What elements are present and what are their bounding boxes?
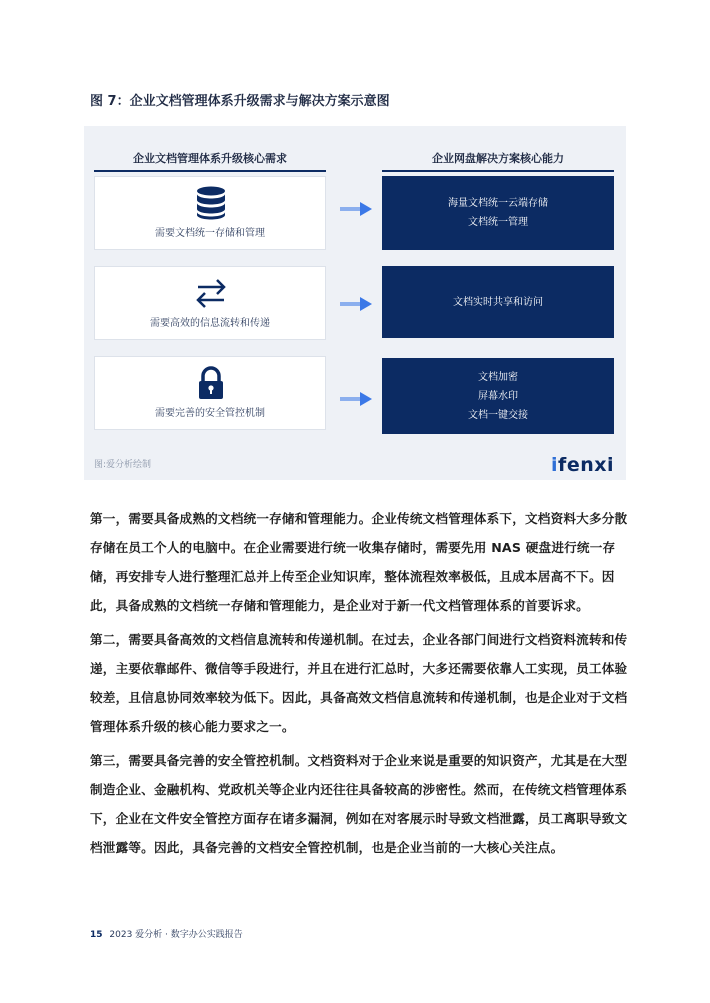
database-icon	[195, 186, 227, 220]
capability-card-sharing	[382, 266, 614, 338]
arrow-right-icon	[340, 202, 372, 216]
paragraph-transfer: 第二，需要具备高效的文档信息流转和传递机制。在过去，企业各部门间进行文档资料流转和传递，主要依靠邮件、微信等手段进行，并且在进行汇总时，大多还需要依靠人工实现，员工体验较差，且信息协同效率较为低下。因此，具备高效文档信息流转和传递机制，也是企业对于文档管理体系升级的核心能力要求之一。	[90, 632, 628, 734]
arrow-right-icon	[340, 297, 372, 311]
needs-header: 企业文档管理体系升级核心需求	[133, 152, 287, 165]
capability-item: 海量文档统一云端存储	[448, 198, 548, 209]
figure-panel	[84, 126, 626, 480]
figure-source: 图:爱分析绘制	[94, 460, 152, 470]
capability-item: 文档一键交接	[468, 409, 528, 421]
capabilities-header-rule	[382, 170, 614, 172]
need-label: 需要高效的信息流转和传递	[150, 318, 270, 329]
capability-item: 屏幕水印	[478, 390, 518, 402]
capability-item: 文档统一管理	[468, 217, 528, 228]
capability-card-security	[382, 358, 614, 434]
page-footer	[90, 927, 243, 940]
needs-header-rule	[94, 170, 326, 172]
capabilities-header: 企业网盘解决方案核心能力	[432, 152, 564, 165]
page-number: 15	[90, 930, 103, 940]
lock-icon	[195, 366, 227, 400]
transfer-arrows-icon	[195, 276, 227, 310]
capability-card-storage	[382, 176, 614, 250]
need-label: 需要完善的安全管控机制	[155, 408, 265, 419]
capability-item: 文档实时共享和访问	[453, 296, 543, 308]
figure-title: 图 7：企业文档管理体系升级需求与解决方案示意图	[90, 94, 390, 109]
footer-text: 2023 爱分析 · 数字办公实践报告	[109, 930, 243, 940]
need-card-transfer	[94, 266, 326, 340]
capability-item: 文档加密	[478, 371, 518, 383]
paragraph-security: 第三，需要具备完善的安全管控机制。文档资料对于企业来说是重要的知识资产，尤其是在大型制造企业、金融机构、党政机关等企业内还往往具备较高的涉密性。然而，在传统文档管理体系下，企业在文件安全管控方面存在诸多漏洞，例如在对客展示时导致文档泄露，员工离职导致文档泄露等。因此，具备完善的文档安全管控机制，也是企业当前的一大核心关注点。	[90, 753, 628, 855]
need-label: 需要文档统一存储和管理	[155, 228, 265, 239]
arrow-right-icon	[340, 392, 372, 406]
paragraph-storage: 第一，需要具备成熟的文档统一存储和管理能力。企业传统文档管理体系下，文档资料大多分散存储在员工个人的电脑中。在企业需要进行统一收集存储时，需要先用 NAS 硬盘进行统一存储，再安排专人进行整理汇总并上传至企业知识库，整体流程效率极低，且成本居高不下。因此，具备成熟的文档统一存储和管理能力，是企业对于新一代文档管理体系的首要诉求。	[90, 511, 628, 613]
need-card-security	[94, 356, 326, 430]
ifenxi-logo: ifenxi	[551, 454, 614, 476]
need-card-storage	[94, 176, 326, 250]
